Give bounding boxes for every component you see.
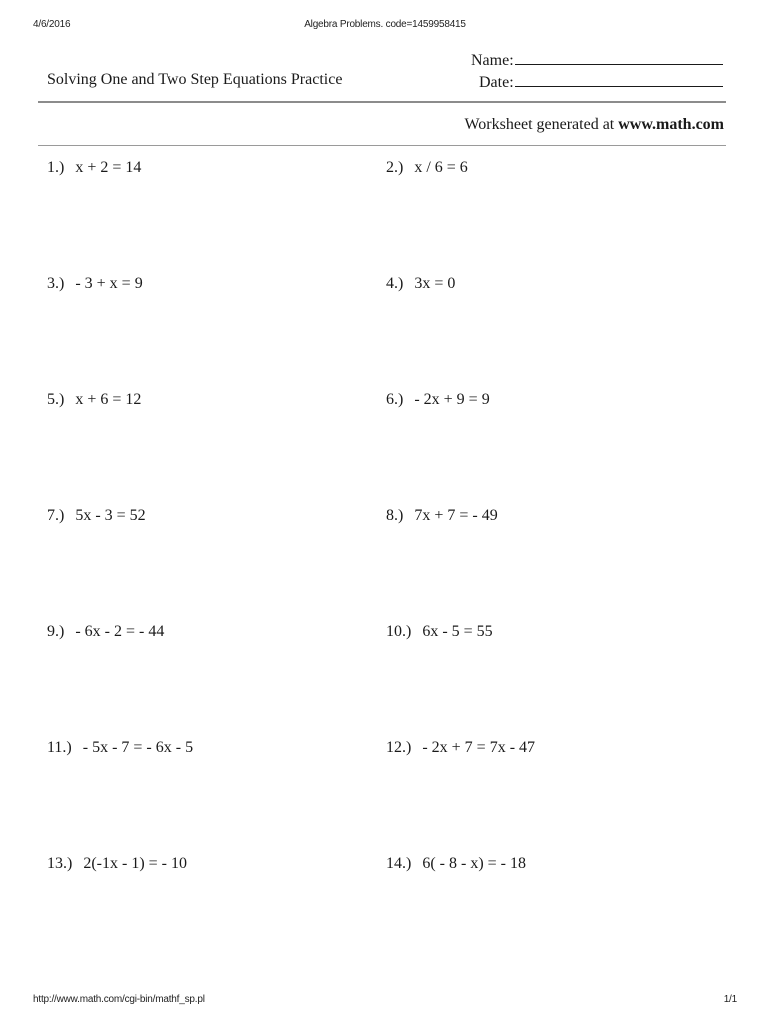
problem-number: 1.)	[47, 159, 65, 176]
problem-item	[47, 391, 141, 409]
problem-equation: x + 6 = 12	[75, 391, 142, 408]
problem-item	[386, 739, 535, 757]
problem-number: 13.)	[47, 855, 73, 872]
problem-item	[47, 507, 146, 525]
problem-number: 3.)	[47, 275, 65, 292]
problem-equation: - 5x - 7 = - 6x - 5	[82, 739, 194, 756]
problem-item	[386, 623, 493, 641]
problem-equation: 7x + 7 = - 49	[414, 507, 498, 524]
problem-item	[47, 275, 143, 293]
print-url: http://www.math.com/cgi-bin/mathf_sp.pl	[33, 994, 205, 1005]
problem-row	[47, 275, 727, 391]
problem-item	[386, 159, 468, 177]
problem-equation: 3x = 0	[414, 275, 456, 292]
problem-equation: - 6x - 2 = - 44	[75, 623, 165, 640]
problem-number: 2.)	[386, 159, 404, 176]
problem-number: 4.)	[386, 275, 404, 292]
date-field[interactable]	[479, 71, 723, 92]
name-field[interactable]	[471, 49, 723, 70]
print-page-number: 1/1	[723, 994, 737, 1005]
problem-row	[47, 507, 727, 623]
problem-equation: x / 6 = 6	[414, 159, 468, 176]
problem-equation: 6( - 8 - x) = - 18	[422, 855, 526, 872]
problem-number: 5.)	[47, 391, 65, 408]
subheader-divider	[38, 145, 726, 146]
problem-equation: 2(-1x - 1) = - 10	[83, 855, 187, 872]
print-date: 4/6/2016	[33, 19, 71, 30]
problem-row	[47, 855, 727, 971]
problem-number: 7.)	[47, 507, 65, 524]
problem-equation: 5x - 3 = 52	[75, 507, 146, 524]
problem-row	[47, 159, 727, 275]
worksheet-title: Solving One and Two Step Equations Practice	[47, 71, 343, 88]
problem-item	[386, 391, 490, 409]
problem-number: 11.)	[47, 739, 72, 756]
generated-note	[464, 116, 724, 134]
problem-item	[47, 739, 193, 757]
problem-number: 8.)	[386, 507, 404, 524]
problem-item	[386, 507, 498, 525]
problem-item	[386, 275, 455, 293]
problem-item	[386, 855, 526, 873]
name-blank-line[interactable]	[515, 49, 723, 65]
problem-item	[47, 159, 141, 177]
problem-equation: - 2x + 7 = 7x - 47	[422, 739, 536, 756]
date-blank-line[interactable]	[515, 71, 723, 87]
problem-number: 12.)	[386, 739, 412, 756]
problem-number: 9.)	[47, 623, 65, 640]
date-label: Date:	[479, 74, 514, 91]
problem-number: 14.)	[386, 855, 412, 872]
problem-equation: - 2x + 9 = 9	[414, 391, 490, 408]
problem-equation: x + 2 = 14	[75, 159, 142, 176]
problem-number: 10.)	[386, 623, 412, 640]
problem-equation: 6x - 5 = 55	[422, 623, 493, 640]
problem-row	[47, 391, 727, 507]
generated-prefix: Worksheet generated at	[464, 116, 619, 133]
problem-list	[47, 159, 727, 971]
problem-item	[47, 855, 187, 873]
name-label: Name:	[471, 52, 514, 69]
problem-row	[47, 739, 727, 855]
header-divider	[38, 101, 726, 103]
problem-equation: - 3 + x = 9	[75, 275, 143, 292]
problem-row	[47, 623, 727, 739]
problem-number: 6.)	[386, 391, 404, 408]
generated-site: www.math.com	[618, 116, 724, 133]
print-page-title: Algebra Problems. code=1459958415	[304, 19, 466, 30]
problem-item	[47, 623, 164, 641]
